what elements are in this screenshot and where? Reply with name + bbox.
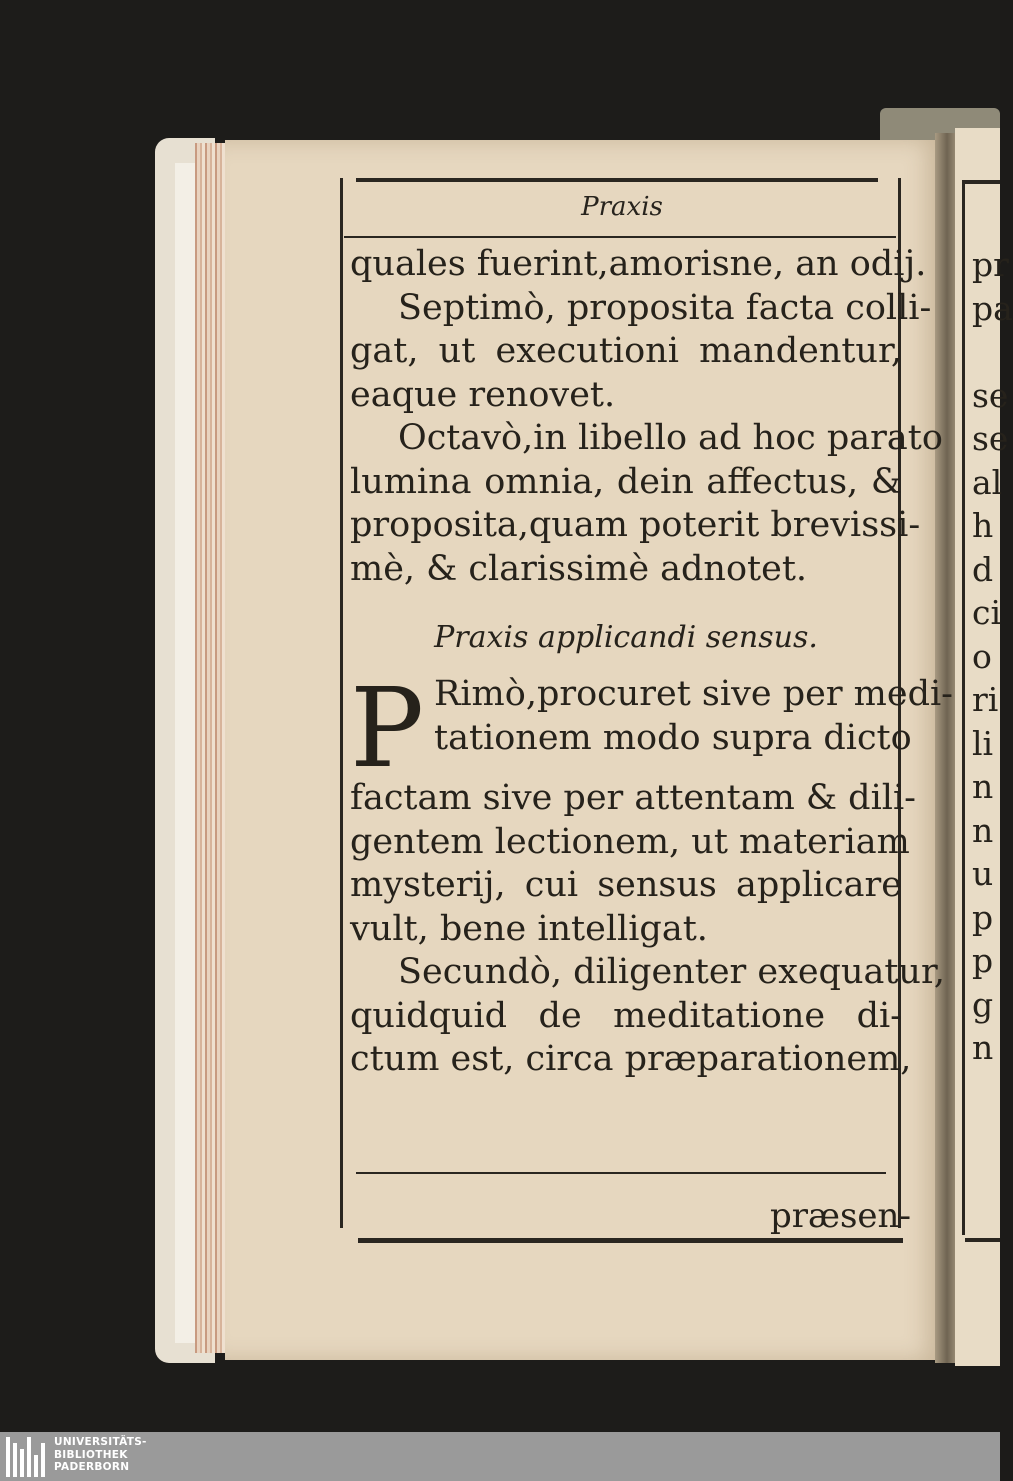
library-name-line: UNIVERSITÄTS- xyxy=(54,1436,147,1448)
right-page-text-fragments xyxy=(972,243,1013,1070)
right-page-fragment: h xyxy=(972,506,994,545)
right-page-fragment: n xyxy=(972,767,994,806)
text-line: proposita,quam poterit brevissi- xyxy=(350,505,921,545)
text-line: Octavò,in libello ad hoc parato xyxy=(398,418,943,458)
cover-strip xyxy=(175,163,197,1343)
text-line: Rimò,procuret sive per medi- xyxy=(434,674,953,714)
right-page-fragment xyxy=(972,330,1000,374)
page-text xyxy=(350,243,953,1082)
text-line: Septimò, proposita facta colli- xyxy=(398,287,932,328)
text-line: factam sive per attentam & dili- xyxy=(350,778,916,818)
right-page-fragment: pa xyxy=(972,288,1013,328)
right-page-rule-bottom xyxy=(965,1238,1000,1242)
right-page-rule xyxy=(962,180,965,1235)
text-line: gat, ut executioni mandentur, xyxy=(350,331,902,371)
right-page-fragment: o xyxy=(972,636,992,676)
text-line: vult, bene intelligat. xyxy=(350,908,708,949)
paragraph-3 xyxy=(350,951,945,1082)
section-heading: Praxis applicandi sensus. xyxy=(434,620,818,655)
frame-rule-left xyxy=(340,178,343,1228)
catchword: præsen- xyxy=(770,1196,911,1236)
text-line: eaque renovet. xyxy=(350,374,616,415)
right-page-fragment: pr xyxy=(972,245,1009,284)
paragraph-2 xyxy=(350,664,953,951)
running-head: Praxis xyxy=(581,192,663,222)
library-name-line: PADERBORN xyxy=(54,1461,130,1473)
frame-rule-bottom xyxy=(358,1238,903,1243)
right-page-fragment: d xyxy=(972,549,994,589)
right-page-fragment: g xyxy=(972,984,994,1024)
right-page-fragment: al xyxy=(972,462,1003,502)
right-page-fragment: ri xyxy=(972,680,999,719)
drop-capital: P xyxy=(350,664,425,792)
right-page-fragment: ci xyxy=(972,593,1002,632)
text-line: quales fuerint,amorisne, an odij. xyxy=(350,244,927,284)
library-name xyxy=(54,1436,147,1474)
right-page-fragment: u xyxy=(972,854,994,893)
right-page-fragment: se xyxy=(972,419,1009,458)
right-page-rule-top xyxy=(965,180,1000,184)
text-line: Secundò, diligenter exequatur, xyxy=(398,952,945,992)
library-logo-icon xyxy=(6,1437,48,1477)
text-line: ctum est, circa præparationem, xyxy=(350,1039,912,1079)
frame-rule-head xyxy=(344,236,896,238)
frame-rule-top xyxy=(356,178,878,182)
right-page-fragment: n xyxy=(972,810,994,850)
frame-rule-foot xyxy=(356,1172,886,1174)
text-line: quidquid de meditatione di- xyxy=(350,995,902,1036)
right-page-fragment: n xyxy=(972,1028,994,1067)
library-name-line: BIBLIOTHEK xyxy=(54,1448,128,1461)
text-line: lumina omnia, dein affectus, & xyxy=(350,461,902,502)
text-line: mysterij, cui sensus applicare xyxy=(350,865,902,905)
right-page-fragment: li xyxy=(972,723,994,763)
right-page-fragment: p xyxy=(972,941,994,980)
text-line: gentem lectionem, ut materiam xyxy=(350,821,910,862)
library-footer xyxy=(0,1432,1000,1481)
right-page-fragment: p xyxy=(972,897,994,937)
text-line: mè, & clarissimè adnotet. xyxy=(350,548,808,589)
paragraph-1 xyxy=(350,243,943,591)
text-line: tationem modo supra dicto xyxy=(434,717,912,758)
right-page-fragment: se xyxy=(972,375,1009,415)
